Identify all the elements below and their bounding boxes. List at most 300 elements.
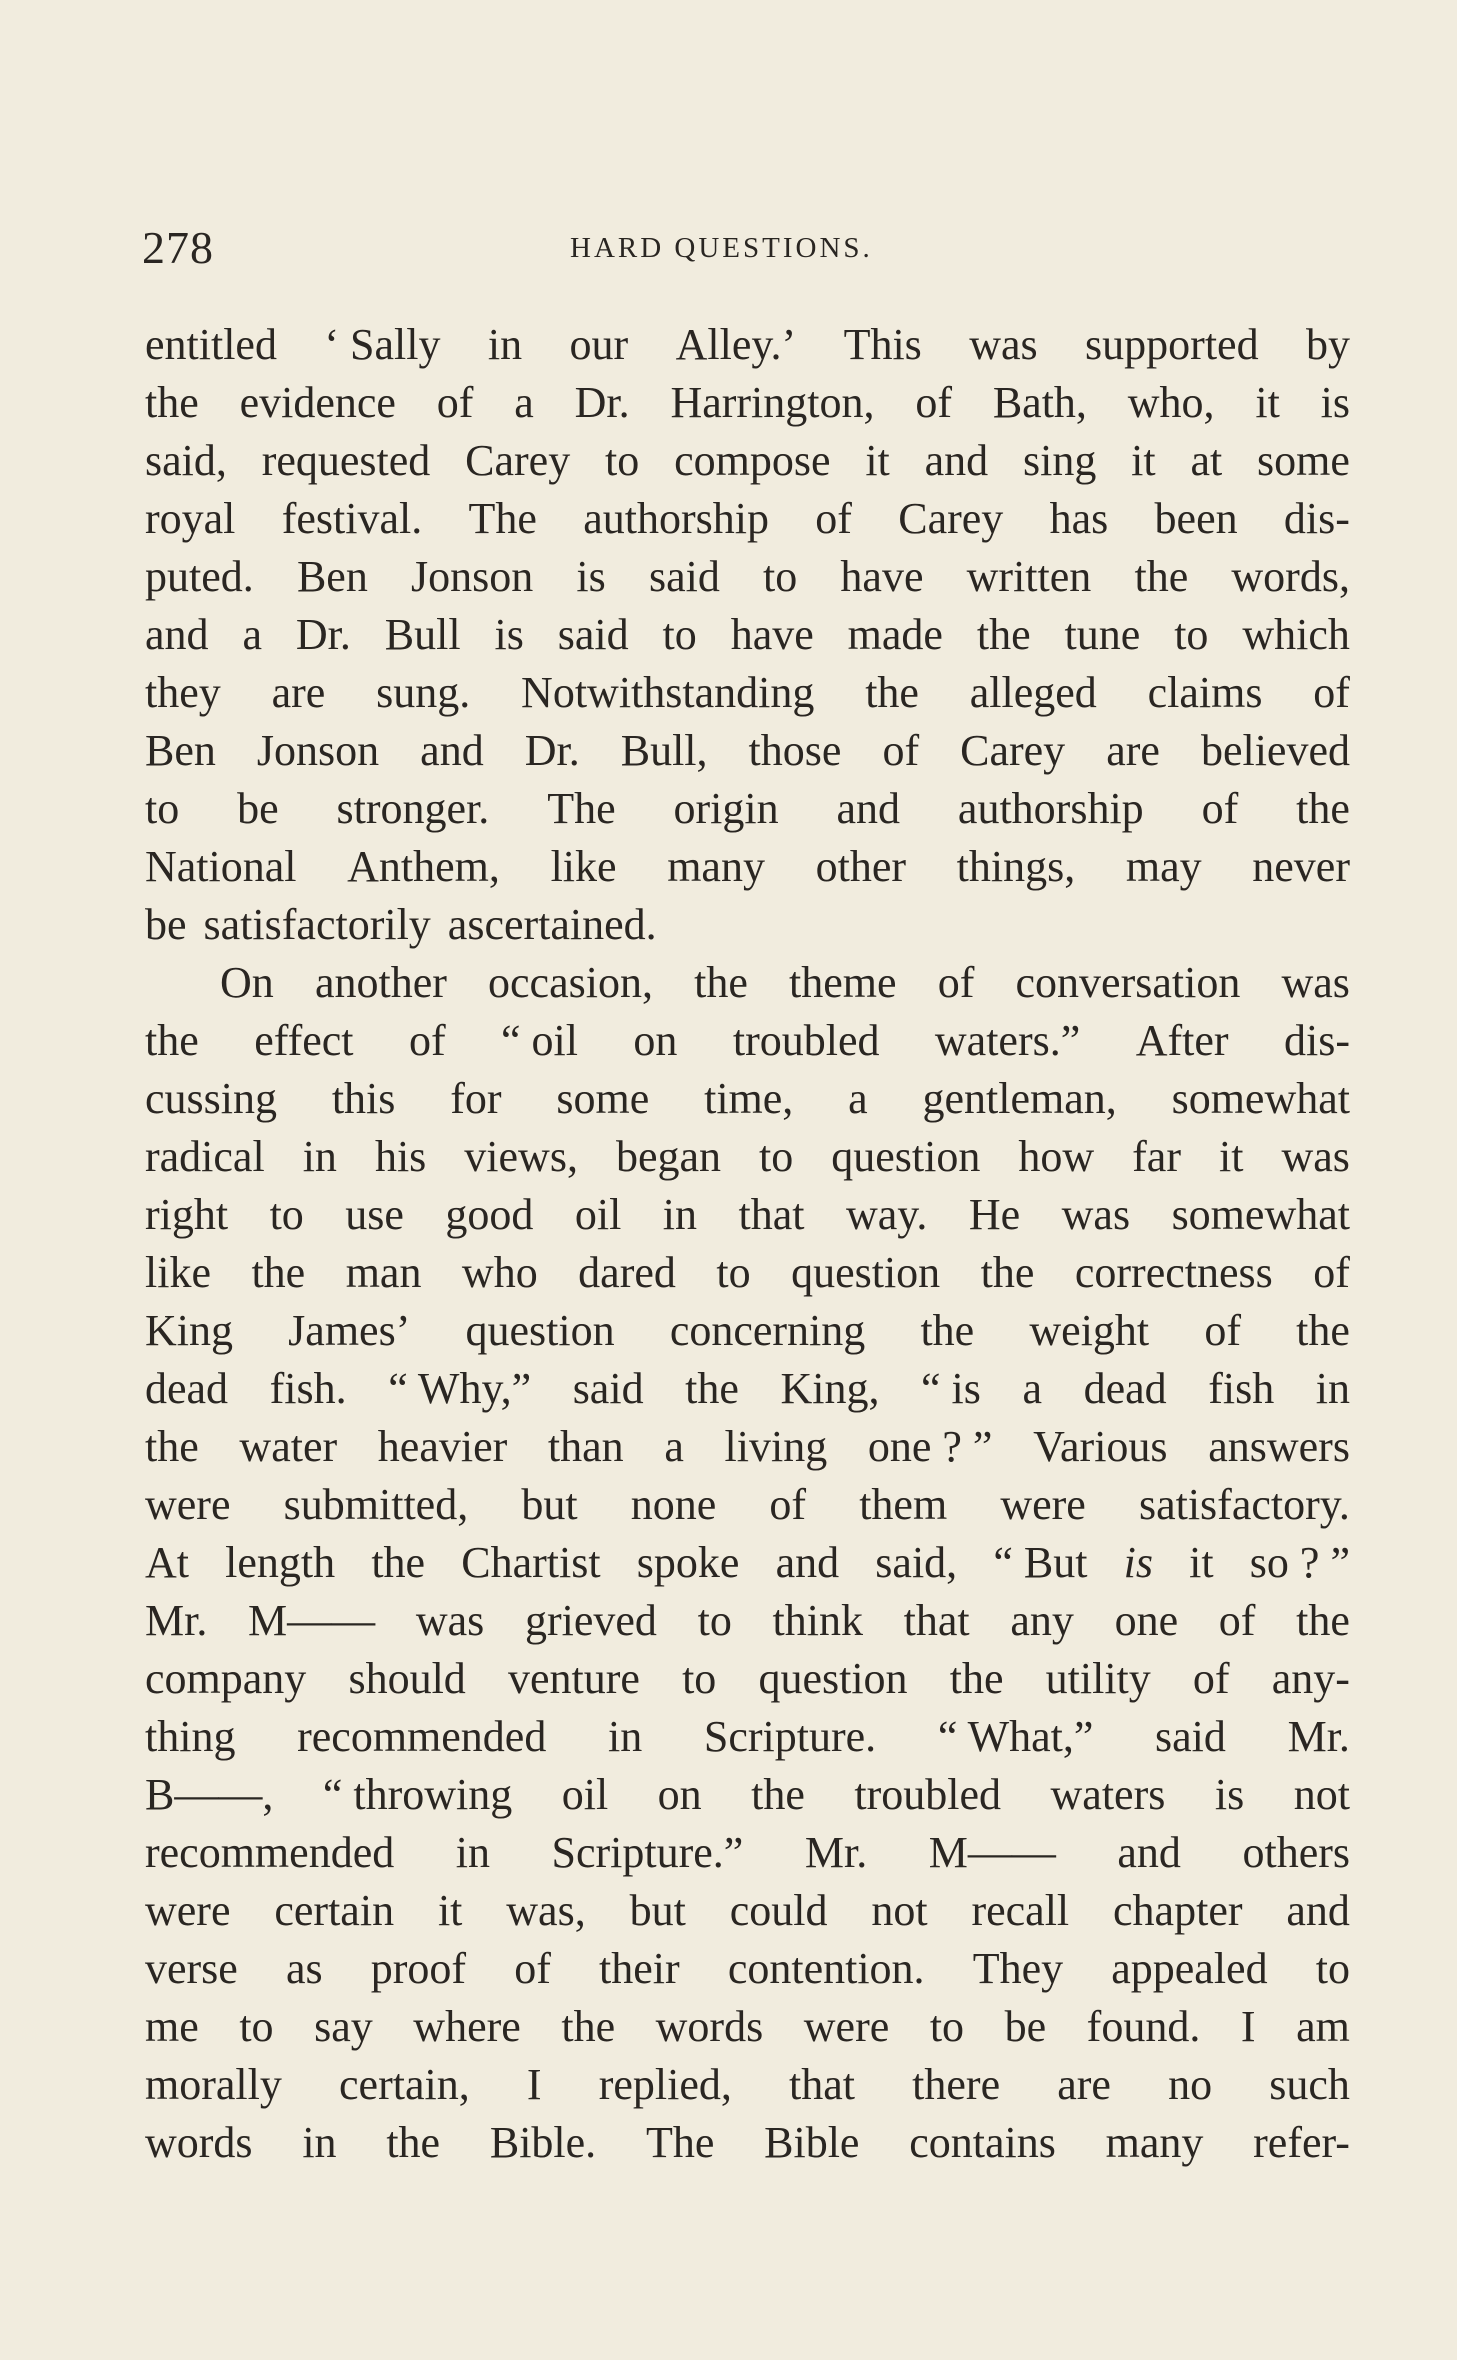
word: have <box>730 610 814 659</box>
word: many <box>1105 2118 1204 2167</box>
word: effect <box>254 1016 354 1065</box>
word: puted. <box>145 552 254 601</box>
word: festival. <box>281 494 423 543</box>
word: far <box>1132 1132 1181 1181</box>
word: and <box>924 436 989 485</box>
text-line <box>145 1186 1350 1244</box>
word: the <box>1296 784 1350 833</box>
word: the <box>251 1248 306 1297</box>
word: thing <box>145 1712 236 1761</box>
text-line <box>145 1360 1350 1418</box>
word: tune <box>1064 610 1141 659</box>
word: am <box>1296 2002 1350 2051</box>
word: have <box>840 552 924 601</box>
word: it <box>1189 1538 1214 1587</box>
text-line <box>145 1128 1350 1186</box>
word: waters.” <box>934 1016 1081 1065</box>
word: to <box>682 1654 717 1703</box>
text-line <box>145 1940 1350 1998</box>
word: dared <box>578 1248 676 1297</box>
word: to <box>1174 610 1209 659</box>
word: M—— <box>928 1828 1056 1877</box>
word: King <box>145 1306 233 1355</box>
word: it <box>437 1886 463 1935</box>
word: Dr. <box>574 378 630 427</box>
text-line <box>145 1882 1350 1940</box>
word: the <box>1296 1306 1350 1355</box>
word: is <box>1214 1770 1245 1819</box>
text-line <box>145 1244 1350 1302</box>
word: the <box>949 1654 1004 1703</box>
word: stronger. <box>336 784 490 833</box>
word: was <box>1281 958 1350 1007</box>
word: is <box>576 552 606 601</box>
word: for <box>450 1074 502 1123</box>
word: a <box>1022 1364 1043 1413</box>
word: written <box>966 552 1092 601</box>
word: satisfactory. <box>1138 1480 1350 1529</box>
word: in <box>302 1132 337 1181</box>
word: such <box>1269 2060 1350 2109</box>
word: Ben <box>145 726 216 775</box>
text-line <box>145 432 1350 490</box>
word: to <box>662 610 697 659</box>
word: The <box>547 784 616 833</box>
word: dis- <box>1283 1016 1350 1065</box>
word: others <box>1242 1828 1350 1877</box>
word: weight <box>1029 1306 1150 1355</box>
word: found. <box>1086 2002 1201 2051</box>
word: I <box>526 2060 542 2109</box>
word: was, <box>506 1886 586 1935</box>
word: This <box>843 320 922 369</box>
word: King, <box>780 1364 880 1413</box>
word: began <box>615 1132 722 1181</box>
word: any <box>1010 1596 1074 1645</box>
word: supported <box>1085 320 1259 369</box>
word: grieved <box>524 1596 657 1645</box>
word: think <box>772 1596 863 1645</box>
text-line <box>145 1302 1350 1360</box>
word: The <box>645 2118 715 2167</box>
page-header <box>0 218 1457 278</box>
word: sing <box>1022 436 1097 485</box>
word: this <box>331 1074 396 1123</box>
word: no <box>1168 2060 1213 2109</box>
word: living <box>724 1422 828 1471</box>
text-line <box>145 1418 1350 1476</box>
word: “ throwing <box>322 1770 513 1819</box>
word: was <box>969 320 1038 369</box>
text-line <box>145 548 1350 606</box>
word: his <box>374 1132 427 1181</box>
word: entitled <box>145 320 277 369</box>
word: certain <box>274 1886 395 1935</box>
word: origin <box>673 784 779 833</box>
word: oil <box>574 1190 622 1239</box>
word: somewhat <box>1171 1074 1350 1123</box>
word: dis- <box>1283 494 1350 543</box>
word: submitted, <box>283 1480 469 1529</box>
word: one <box>1114 1596 1179 1645</box>
word: Scripture.” <box>551 1828 744 1877</box>
word: Dr. <box>524 726 580 775</box>
word: troubled <box>854 1770 1002 1819</box>
text-line <box>145 490 1350 548</box>
word: radical <box>145 1132 265 1181</box>
word: claims <box>1147 668 1263 717</box>
italic-word: is <box>1123 1538 1153 1587</box>
text-line <box>145 1476 1350 1534</box>
word: words, <box>1231 552 1350 601</box>
text-line <box>145 1998 1350 2056</box>
word: the <box>751 1770 805 1819</box>
word: of <box>408 1016 446 1065</box>
word: of <box>915 378 952 427</box>
word: the <box>386 2118 441 2167</box>
word: theme <box>789 958 897 1007</box>
word: but <box>521 1480 578 1529</box>
word: their <box>599 1944 680 1993</box>
word: a <box>242 610 262 659</box>
word: should <box>348 1654 466 1703</box>
word: be <box>237 784 279 833</box>
paragraph-first-line <box>145 954 1350 1012</box>
word: and <box>420 726 484 775</box>
word: question <box>465 1306 615 1355</box>
word: M—— <box>248 1596 376 1645</box>
word: question <box>791 1248 941 1297</box>
word: of <box>815 494 852 543</box>
word: compose <box>674 436 831 485</box>
word: recommended <box>145 1828 395 1877</box>
word: be <box>145 900 187 949</box>
word: which <box>1242 610 1350 659</box>
word: ascertained. <box>447 900 657 949</box>
word: fish. <box>269 1364 347 1413</box>
word: the <box>371 1538 426 1587</box>
word: words <box>655 2002 764 2051</box>
word: Jonson <box>411 552 534 601</box>
word: Bible <box>764 2118 860 2167</box>
text-line <box>145 1766 1350 1824</box>
word: satisfactorily <box>203 900 431 949</box>
word: the <box>1134 552 1189 601</box>
word: proof <box>370 1944 467 1993</box>
word: said <box>648 552 720 601</box>
word: was <box>415 1596 485 1645</box>
word: sung. <box>376 668 471 717</box>
word: recall <box>971 1886 1070 1935</box>
text-line <box>145 606 1350 664</box>
word: James’ <box>288 1306 411 1355</box>
word: are <box>271 668 326 717</box>
word: Bull, <box>620 726 708 775</box>
word: of <box>882 726 920 775</box>
word: not <box>1293 1770 1350 1819</box>
word: to <box>145 784 180 833</box>
body-text <box>145 316 1350 2172</box>
word: were <box>145 1886 231 1935</box>
word: of <box>1201 784 1239 833</box>
word: it <box>865 436 890 485</box>
text-line <box>145 374 1350 432</box>
word: at <box>1190 436 1223 485</box>
text-line <box>145 2056 1350 2114</box>
word: our <box>569 320 629 369</box>
word: time, <box>704 1074 794 1123</box>
word: occasion, <box>488 958 653 1007</box>
word: like <box>550 842 617 891</box>
word: question <box>758 1654 908 1703</box>
word: the <box>145 378 199 427</box>
word: the <box>561 2002 616 2051</box>
word: it <box>1218 1132 1244 1181</box>
word: heavier <box>377 1422 508 1471</box>
word: I <box>1240 2002 1256 2051</box>
text-line <box>145 722 1350 780</box>
word: in <box>1315 1364 1350 1413</box>
word: of <box>1313 668 1350 717</box>
word: certain, <box>339 2060 470 2109</box>
word: it <box>1255 378 1280 427</box>
word: chapter <box>1113 1886 1243 1935</box>
word: are <box>1106 726 1160 775</box>
word: not <box>871 1886 928 1935</box>
text-line <box>145 1824 1350 1882</box>
word: that <box>738 1190 805 1239</box>
word: the <box>685 1364 739 1413</box>
word: Bull <box>384 610 461 659</box>
word: and <box>145 610 209 659</box>
word: appealed <box>1111 1944 1268 1993</box>
word: answers <box>1208 1422 1350 1471</box>
word: Bible. <box>489 2118 597 2167</box>
word: was <box>1061 1190 1131 1239</box>
word: of <box>1218 1596 1256 1645</box>
word: none <box>630 1480 717 1529</box>
word: to <box>269 1190 304 1239</box>
word: a <box>848 1074 868 1123</box>
word: spoke <box>636 1538 740 1587</box>
word: refer- <box>1253 2118 1350 2167</box>
text-line <box>145 1592 1350 1650</box>
text-line <box>145 2114 1350 2172</box>
word: of <box>1313 1248 1350 1297</box>
text-line <box>145 1070 1350 1128</box>
word: evidence <box>239 378 396 427</box>
word: troubled <box>732 1016 880 1065</box>
word: the <box>145 1422 199 1471</box>
word: one ? ” <box>867 1422 993 1471</box>
word: authorship <box>957 784 1144 833</box>
word: said <box>572 1364 644 1413</box>
word: is <box>494 610 524 659</box>
word: and <box>1286 1886 1350 1935</box>
text-line <box>145 1534 1350 1592</box>
word: Various <box>1033 1422 1168 1471</box>
word: Jonson <box>256 726 380 775</box>
word: and <box>836 784 901 833</box>
word: ‘ Sally <box>324 320 441 369</box>
word: replied, <box>598 2060 732 2109</box>
word: of <box>937 958 975 1007</box>
word: dead <box>1083 1364 1167 1413</box>
word: oil <box>561 1770 609 1819</box>
word: be <box>1004 2002 1047 2051</box>
word: of <box>769 1480 807 1529</box>
word: Bath, <box>992 378 1087 427</box>
word: the <box>920 1306 975 1355</box>
word: the <box>1296 1596 1350 1645</box>
word: “ is <box>921 1364 981 1413</box>
word: who <box>461 1248 538 1297</box>
text-line <box>145 780 1350 838</box>
word: contention. <box>727 1944 925 1993</box>
word: of <box>1204 1306 1241 1355</box>
word: is <box>1320 378 1350 427</box>
word: to <box>1315 1944 1350 1993</box>
word: Ben <box>296 552 368 601</box>
word: in <box>607 1712 643 1761</box>
page-number: 278 <box>142 222 214 273</box>
word: of <box>1192 1654 1230 1703</box>
word: Alley.’ <box>675 320 797 369</box>
text-line <box>145 1650 1350 1708</box>
word: contains <box>909 2118 1056 2167</box>
word: said <box>557 610 629 659</box>
word: to <box>605 436 640 485</box>
word: Carey <box>465 436 571 485</box>
word: “ What,” <box>937 1712 1094 1761</box>
word: were <box>803 2002 890 2051</box>
word: made <box>847 610 943 659</box>
word: were <box>145 1480 231 1529</box>
word: how <box>1018 1132 1095 1181</box>
word: right <box>145 1190 229 1239</box>
word: the <box>694 958 748 1007</box>
word: venture <box>507 1654 640 1703</box>
word: verse <box>145 1944 238 1993</box>
word: requested <box>261 436 431 485</box>
word: Mr. <box>1287 1712 1350 1761</box>
word: as <box>285 1944 323 1993</box>
word: Harrington, <box>670 378 875 427</box>
word: in <box>455 1828 490 1877</box>
word: of <box>436 378 474 427</box>
word: but <box>629 1886 686 1935</box>
word: that <box>789 2060 855 2109</box>
word: in <box>662 1190 698 1239</box>
word: “ But <box>993 1538 1088 1587</box>
word: things, <box>956 842 1076 891</box>
word: like <box>145 1248 211 1297</box>
word: They <box>972 1944 1064 1993</box>
word: many <box>667 842 765 891</box>
word: Chartist <box>461 1538 601 1587</box>
word: B——, <box>145 1770 274 1819</box>
word: dead <box>145 1364 229 1413</box>
word: morally <box>145 2060 282 2109</box>
word: in <box>302 2118 337 2167</box>
word: on <box>657 1770 702 1819</box>
word: there <box>912 2060 1001 2109</box>
word: the <box>865 668 919 717</box>
word: fish <box>1208 1364 1275 1413</box>
word: been <box>1154 494 1238 543</box>
word: was <box>1281 1132 1350 1181</box>
word: somewhat <box>1171 1190 1350 1239</box>
word: gentleman, <box>922 1074 1117 1123</box>
word: they <box>145 668 221 717</box>
word: and <box>775 1538 840 1587</box>
word: some <box>1257 436 1350 485</box>
word: good <box>445 1190 534 1239</box>
word: Scripture. <box>703 1712 877 1761</box>
text-line <box>145 664 1350 722</box>
word: “ oil <box>501 1016 578 1065</box>
word: to <box>929 2002 965 2051</box>
word: the <box>976 610 1031 659</box>
word: question <box>831 1132 981 1181</box>
word: Mr. <box>804 1828 868 1877</box>
word: say <box>314 2002 373 2051</box>
word: other <box>815 842 906 891</box>
word: Mr. <box>145 1596 208 1645</box>
word: authorship <box>583 494 769 543</box>
word: by <box>1305 320 1350 369</box>
word: any- <box>1271 1654 1350 1703</box>
word: He <box>968 1190 1021 1239</box>
word: company <box>145 1654 307 1703</box>
word: “ Why,” <box>388 1364 532 1413</box>
word: a <box>664 1422 684 1471</box>
word: Dr. <box>295 610 351 659</box>
word: way. <box>845 1190 928 1239</box>
word: On <box>220 958 274 1007</box>
running-head: HARD QUESTIONS. <box>570 232 873 264</box>
word: them <box>859 1480 948 1529</box>
word: After <box>1135 1016 1229 1065</box>
word: of <box>514 1944 551 1993</box>
word: to <box>697 1596 732 1645</box>
word: water <box>239 1422 338 1471</box>
word: views, <box>464 1132 578 1181</box>
word: recommended <box>297 1712 547 1761</box>
word: correctness <box>1074 1248 1273 1297</box>
word: may <box>1125 842 1202 891</box>
word: me <box>145 2002 199 2051</box>
word: were <box>1000 1480 1086 1529</box>
word: the <box>145 1016 199 1065</box>
word: utility <box>1045 1654 1151 1703</box>
word: who, <box>1127 378 1215 427</box>
word: conversation <box>1015 958 1241 1007</box>
text-line <box>145 316 1350 374</box>
text-line <box>145 1708 1350 1766</box>
word: could <box>729 1886 828 1935</box>
word: to <box>239 2002 274 2051</box>
word: National <box>145 842 297 891</box>
word: man <box>345 1248 422 1297</box>
word: it <box>1131 436 1156 485</box>
text-line <box>145 1012 1350 1070</box>
word: said, <box>875 1538 958 1587</box>
word: a <box>514 378 534 427</box>
word: some <box>556 1074 650 1123</box>
word: to <box>759 1132 794 1181</box>
word: are <box>1057 2060 1111 2109</box>
